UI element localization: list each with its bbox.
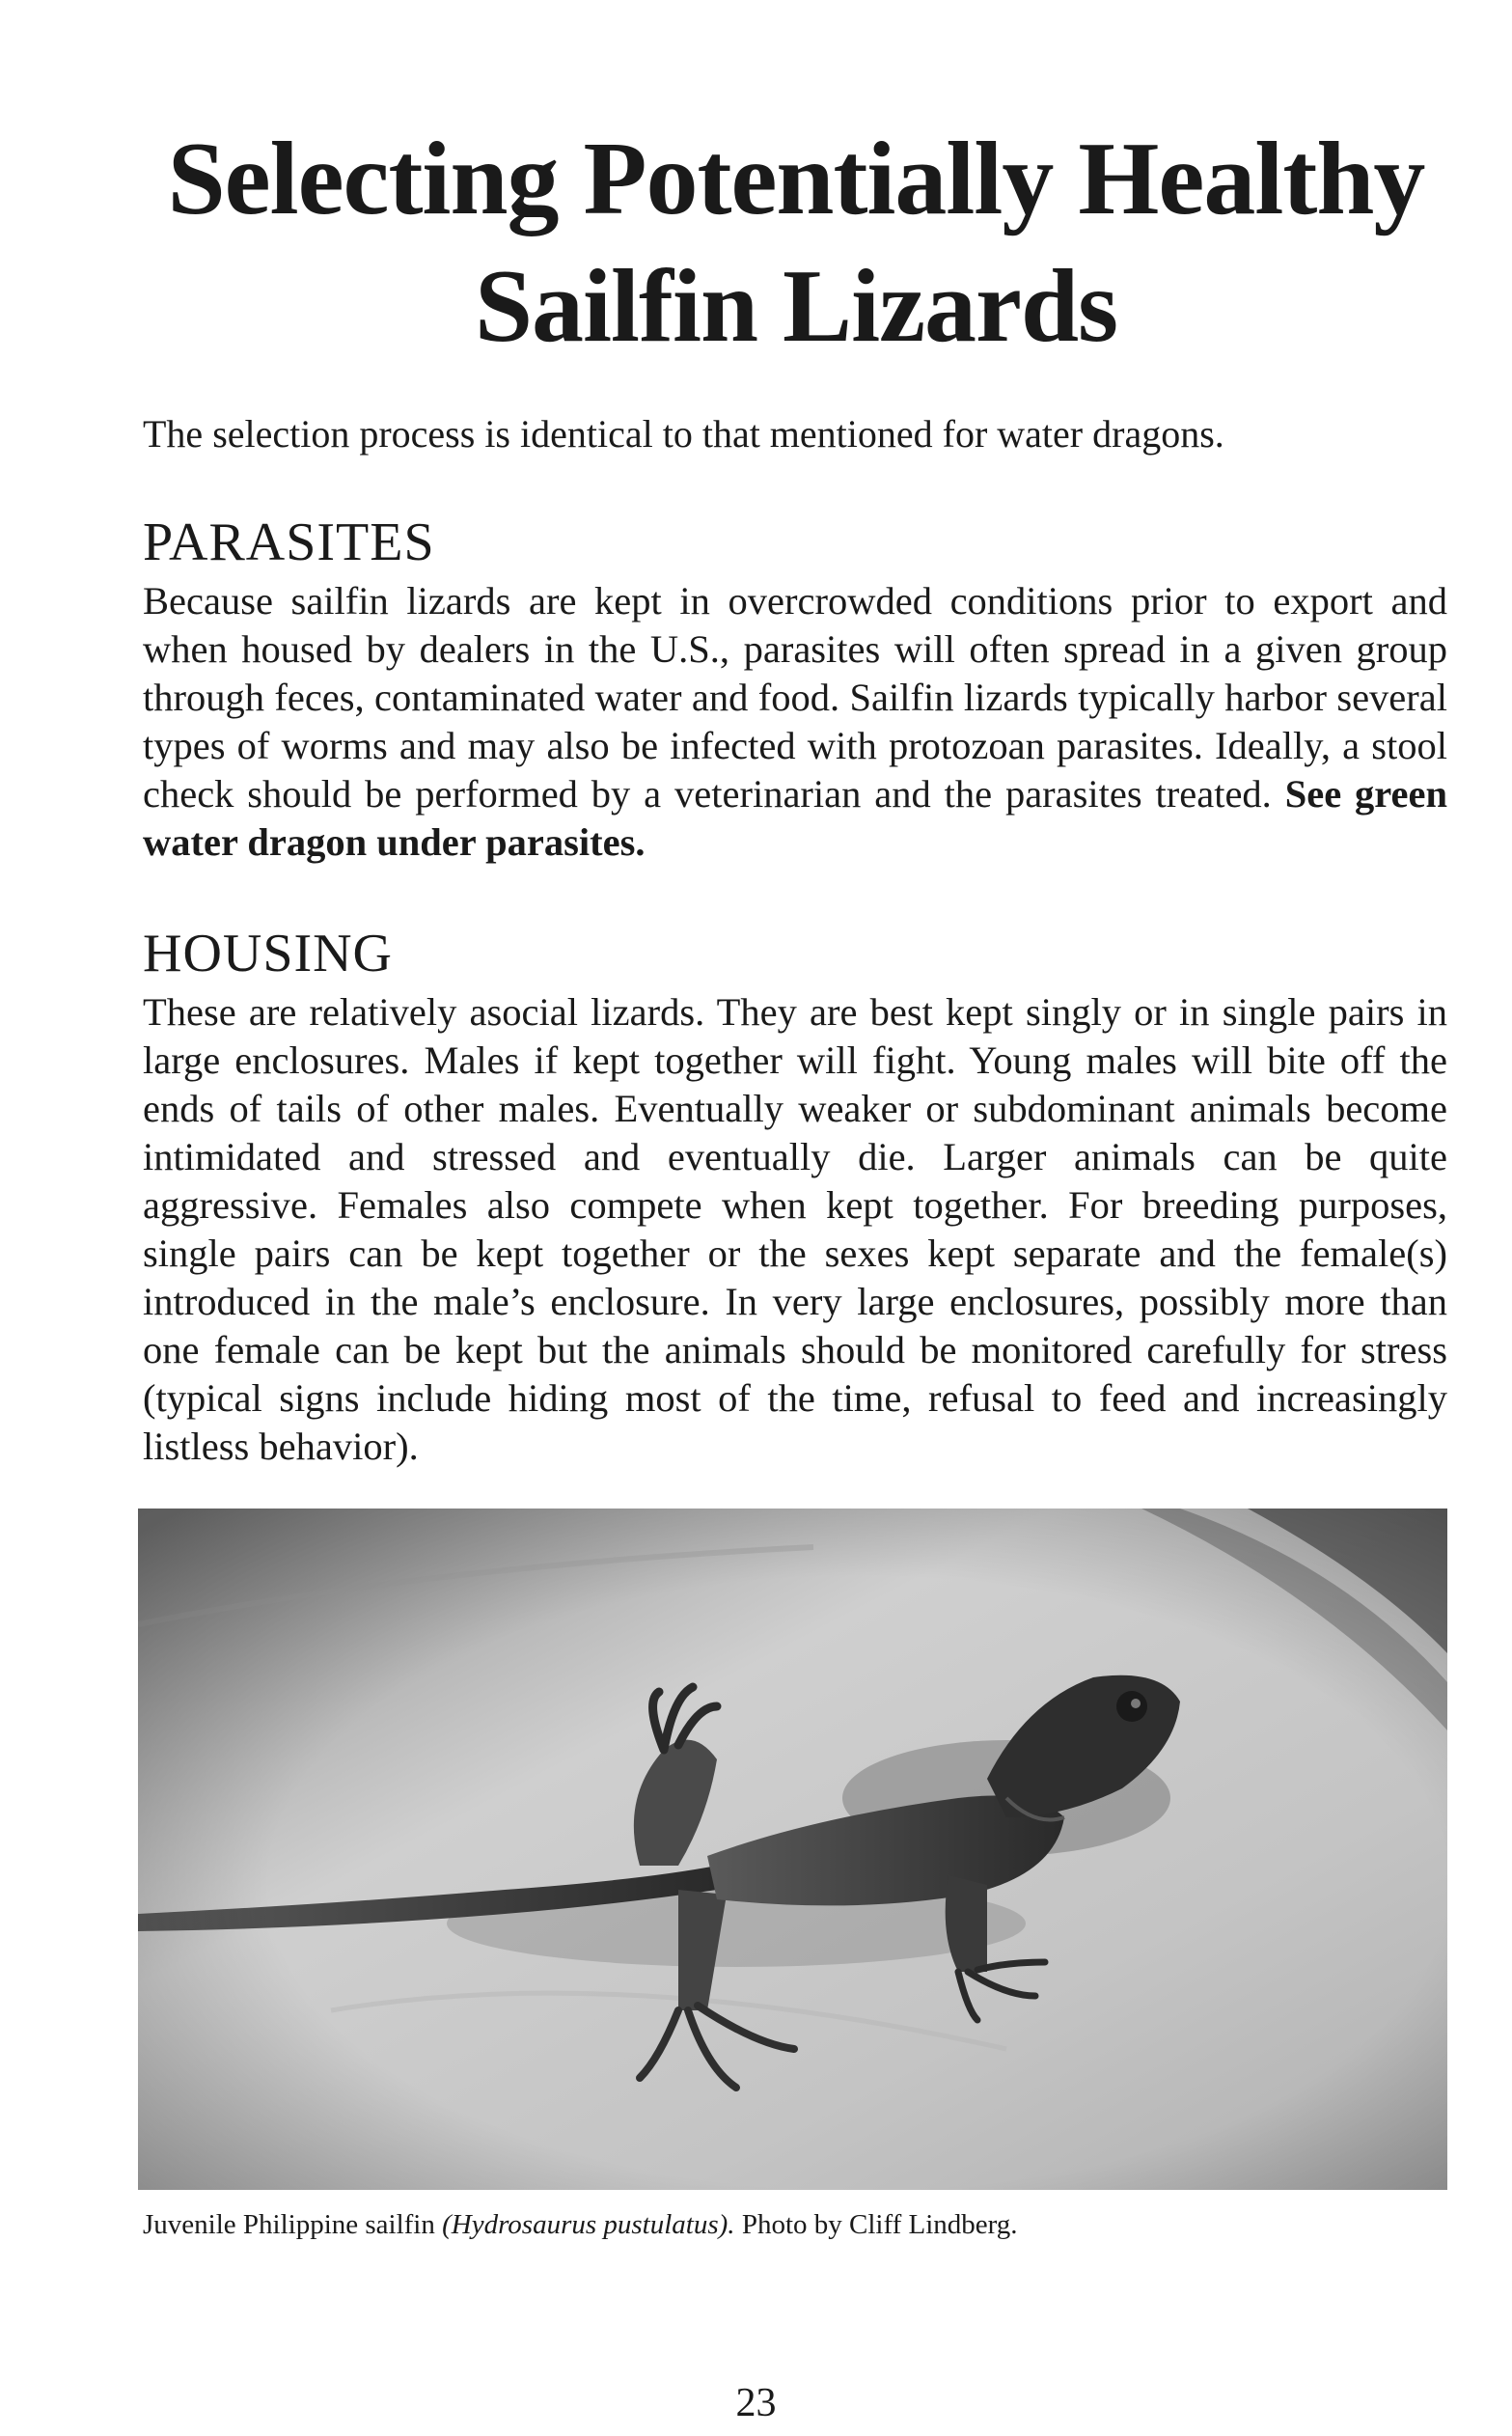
parasites-paragraph: [143, 577, 1447, 867]
caption-credit: Photo by Cliff Lindberg.: [734, 2209, 1018, 2240]
parasites-text: Because sailfin lizards are kept in overcrowded conditions prior to export and when housed by dealers in the U.S., parasites will often spread in a given group through feces, contaminated water and food. Sailfin lizards typically harbor several types of worms and may also be infected with protozoan parasites. Ideally, a stool check should be performed by a veterinarian and the parasites treated.: [143, 579, 1447, 816]
caption-prefix: Juvenile Philippine sailfin: [143, 2209, 443, 2240]
housing-heading: HOUSING: [143, 924, 393, 983]
intro-paragraph: The selection process is identical to that mentioned for water dragons.: [143, 412, 1224, 456]
parasites-heading: PARASITES: [143, 512, 435, 572]
parasites-cross-reference: See green water dragon under parasites.: [143, 772, 1448, 864]
page-title-line-2: Sailfin Lizards: [474, 249, 1118, 364]
housing-paragraph: These are relatively asocial lizards. They are best kept singly or in single pairs in large enclosures. Males if kept together will fight. Young males will bite off the ends of tails of other males. Eventually weaker or subdominant animals become intimidated and stressed and eventually die. Larger animals can be quite aggressive. Females also compete when kept together. For breeding purposes, single pairs can be kept together or the sexes kept separate and the female(s) introduced in the male’s enclosure. In very large enclosures, possibly more than one female can be kept but the animals should be monitored carefully for stress (typical signs include hiding most of the time, refusal to feed and increasingly listless behavior).: [143, 990, 1447, 1468]
page-title: [96, 116, 1496, 371]
caption-species: (Hydrosaurus pustulatus).: [442, 2209, 735, 2240]
page-number: 23: [735, 2381, 777, 2425]
lizard-photo: [138, 1509, 1447, 2190]
page-title-line-1: Selecting Potentially Healthy: [167, 122, 1425, 236]
photo-caption: [143, 2206, 1447, 2243]
juvenile-sailfin-lizard-image: [138, 1509, 1447, 2190]
